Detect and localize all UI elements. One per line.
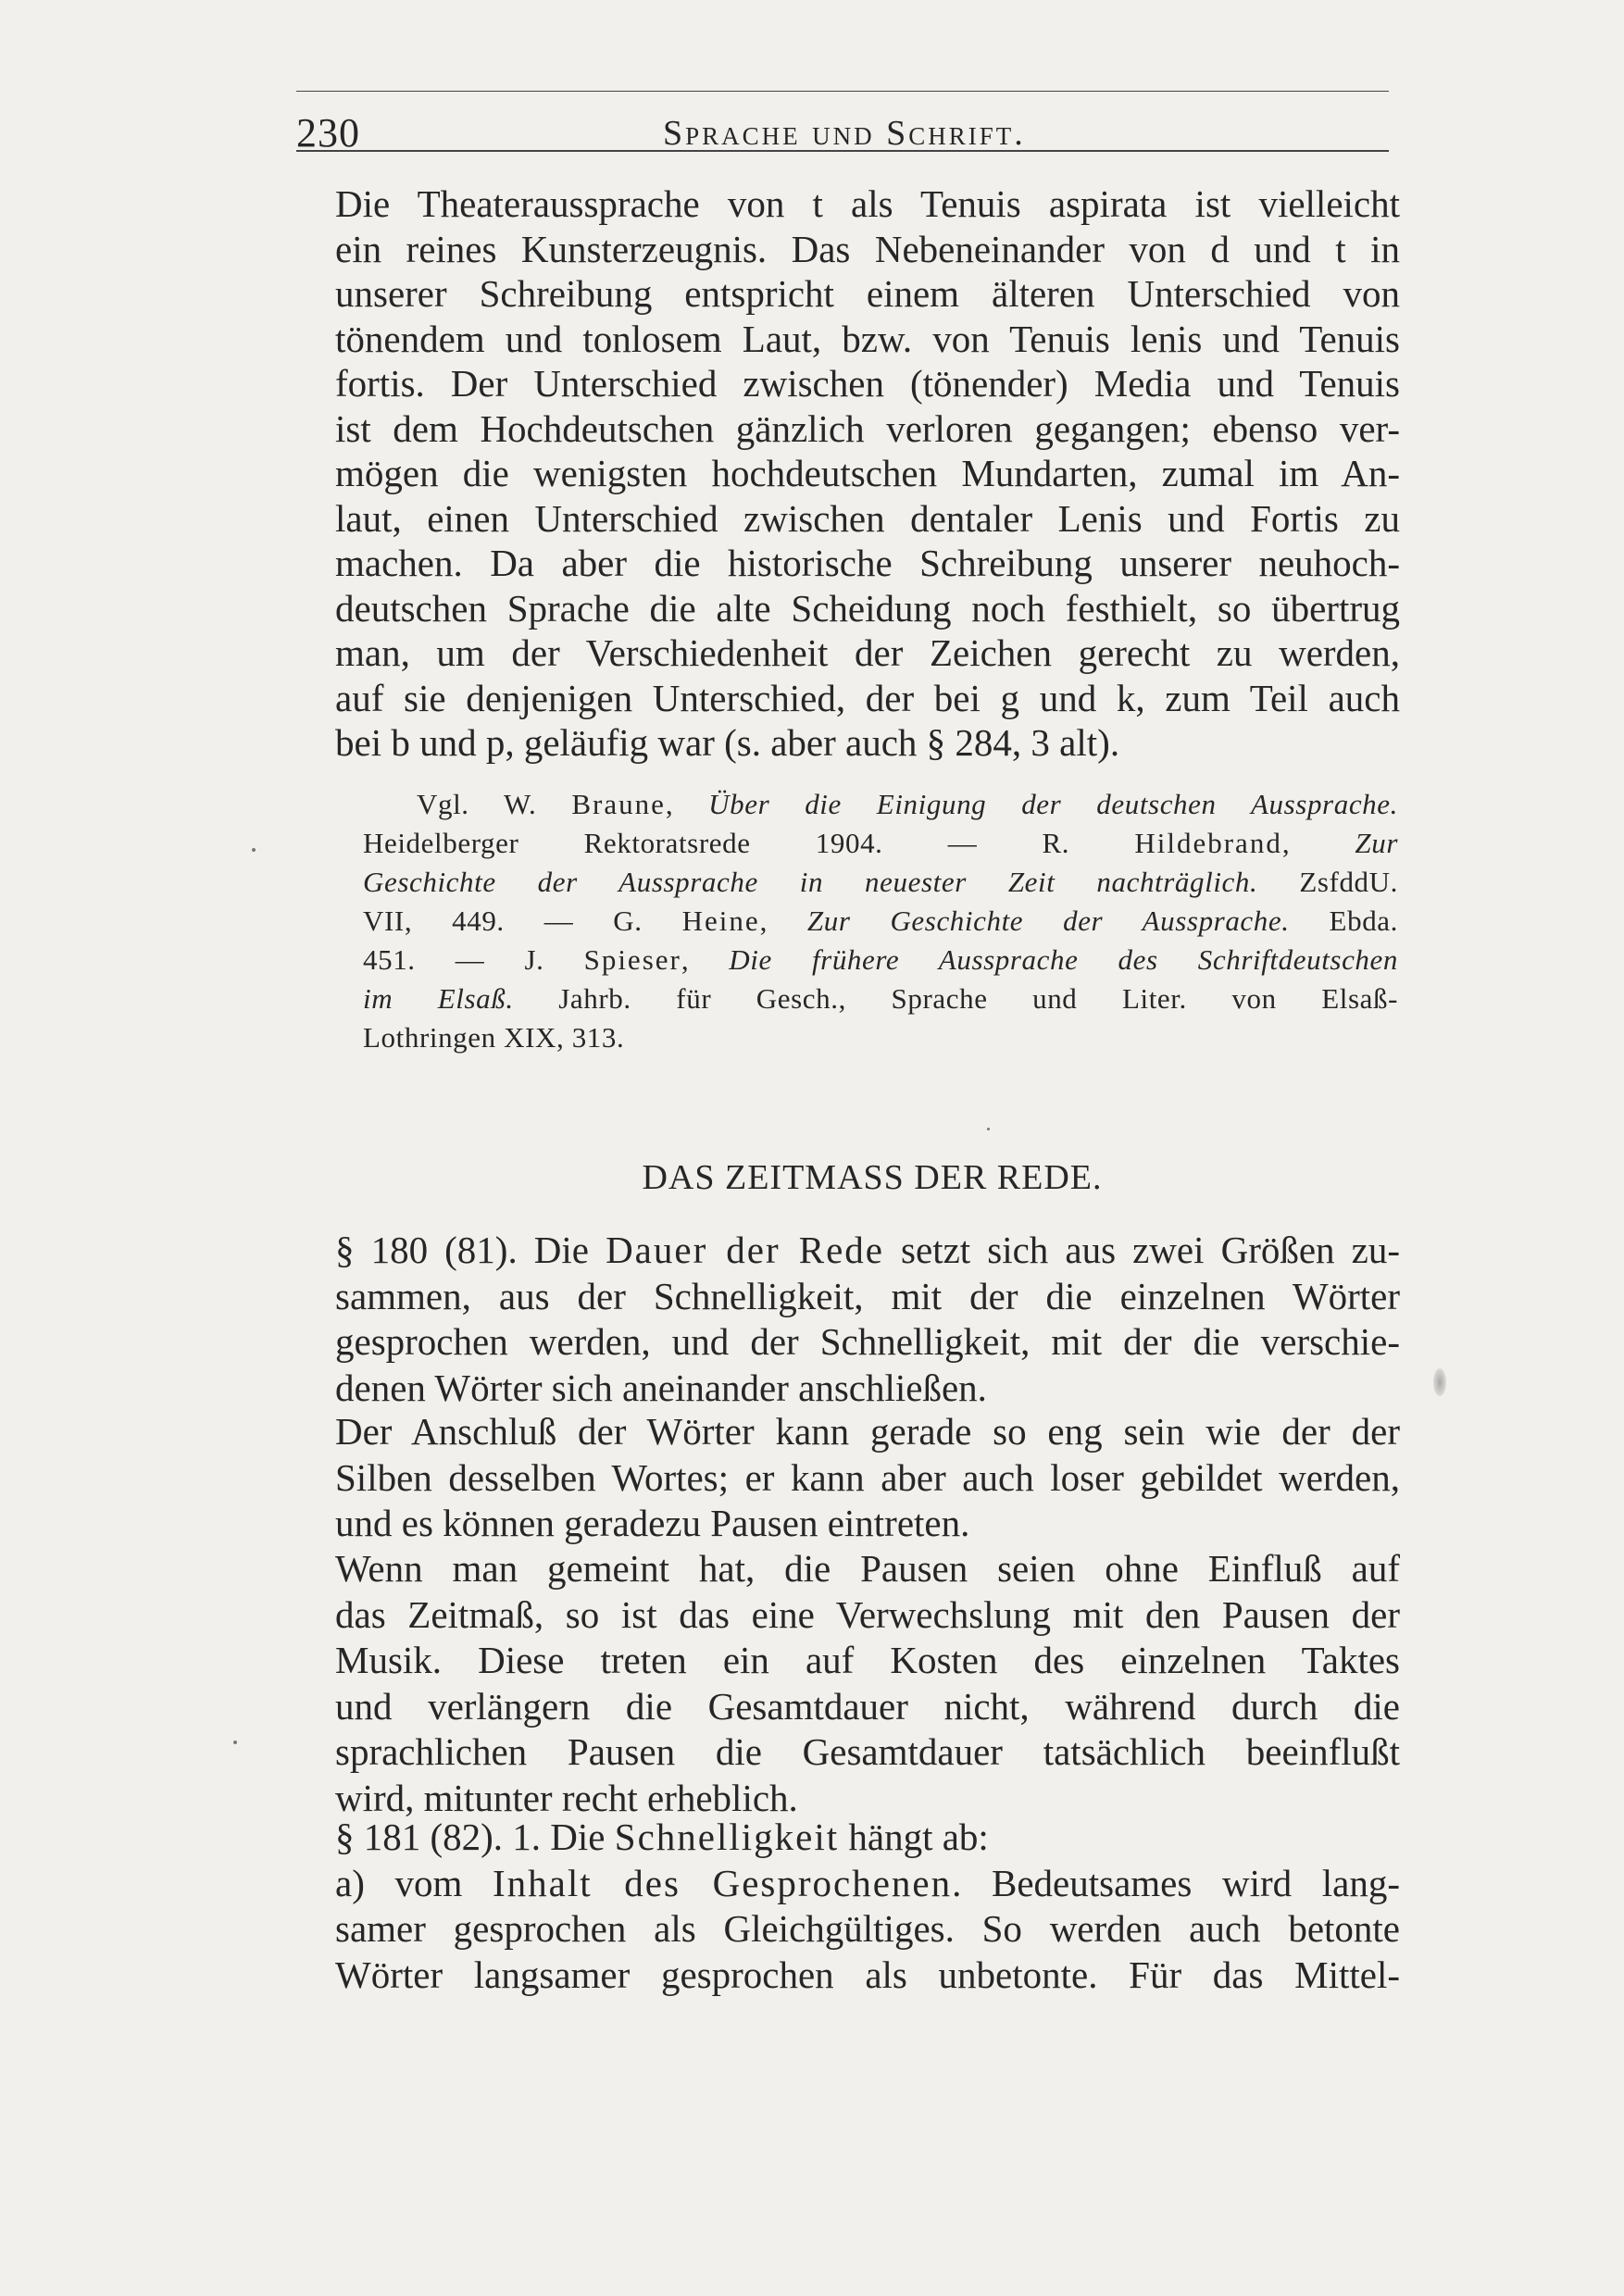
section-heading: DAS ZEITMASS DER REDE.: [642, 1158, 1103, 1197]
para-text: § 181 (82). 1. Die: [335, 1816, 615, 1858]
reference-line: [363, 980, 1398, 1018]
text-line: sprachlichen Pausen die Gesamtdauer tatsächlich beeinflußt: [335, 1730, 1400, 1773]
paragraph-180: [335, 1228, 1400, 1411]
text-line: [335, 1815, 1400, 1861]
para-text: a) vom: [335, 1861, 493, 1904]
ref-text: ZsfddU.: [1257, 866, 1398, 898]
dust-speck: [987, 1128, 990, 1130]
text-line: fortis. Der Unterschied zwischen (tönender) Media und Tenuis: [335, 362, 1400, 405]
text-line: [335, 1861, 1400, 1907]
reference-line: Lothringen XIX, 313.: [363, 1021, 625, 1054]
text-line: Die Theateraussprache von t als Tenuis aspirata ist vielleicht: [335, 182, 1400, 225]
para-text: . Bedeutsames wird lang-: [952, 1861, 1401, 1904]
text-line: sammen, aus der Schnelligkeit, mit der die einzelnen Wörter: [335, 1274, 1400, 1317]
ref-text: Ebda.: [1289, 905, 1399, 937]
author-name: Hildebrand: [1134, 827, 1282, 859]
text-line: man, um der Verschiedenheit der Zeichen gerecht zu werden,: [335, 631, 1400, 674]
author-name: Braune: [571, 788, 666, 820]
header-rule-top: [296, 91, 1389, 92]
text-line: ist dem Hochdeutschen gänzlich verloren gegangen; ebenso ver-: [335, 406, 1400, 450]
ref-title: Über die Einigung der deutschen Aussprache.: [708, 788, 1398, 820]
para-text: § 180 (81). Die: [335, 1229, 606, 1271]
reference-line: [363, 824, 1398, 863]
text-line: denen Wörter sich aneinander anschließen.: [335, 1366, 987, 1409]
text-line: Der Anschluß der Wörter kann gerade so eng sein wie der der: [335, 1410, 1400, 1453]
text-line: deutschen Sprache die alte Scheidung noch festhielt, so übertrug: [335, 586, 1400, 630]
ink-smudge: [1433, 1368, 1446, 1396]
para-text: hängt ab:: [839, 1816, 989, 1858]
spaced-term: Dauer der Rede: [606, 1229, 884, 1271]
bibliography-note: [363, 785, 1399, 1057]
ref-title: Die frühere Aussprache des Schriftdeutschen: [729, 943, 1398, 976]
header-rule-bottom: [296, 150, 1389, 152]
text-line: und es können geradezu Pausen eintreten.: [335, 1502, 970, 1544]
reference-line: [363, 941, 1398, 980]
text-line: [335, 1228, 1400, 1274]
author-name: Heine: [681, 905, 760, 937]
text-line: Musik. Diese treten ein auf Kosten des einzelnen Taktes: [335, 1639, 1400, 1681]
ref-text: 451. — J.: [363, 943, 584, 976]
spaced-term: Inhalt des Gesprochenen: [493, 1861, 953, 1904]
reference-line: [363, 863, 1398, 902]
text-line: laut, einen Unterschied zwischen dentaler Lenis und Fortis zu: [335, 496, 1400, 540]
ref-text: VII, 449. — G.: [363, 905, 682, 937]
paragraph-181: [335, 1815, 1400, 1998]
page-number: 230: [296, 110, 360, 156]
ref-text: ,: [759, 905, 807, 937]
text-line: wird, mitunter recht erheblich.: [335, 1776, 798, 1819]
text-line: gesprochen werden, und der Schnelligkeit, mit der die verschie-: [335, 1320, 1400, 1363]
ref-text: ,: [681, 943, 730, 976]
paragraph-pausen: [335, 1546, 1400, 1821]
ref-text: Jahrb. für Gesch., Sprache und Liter. von Elsaß-: [513, 982, 1399, 1015]
ref-title: Geschichte der Aussprache in neuester Zeit nachträglich.: [363, 866, 1258, 898]
main-paragraph: [335, 181, 1400, 766]
text-line: ein reines Kunsterzeugnis. Das Nebeneinander von d und t in: [335, 227, 1400, 270]
text-line: Wörter langsamer gesprochen als unbetonte. Für das Mittel-: [335, 1953, 1400, 1996]
text-line: mögen die wenigsten hochdeutschen Mundarten, zumal im An-: [335, 452, 1400, 494]
reference-line: [363, 902, 1398, 941]
text-line: machen. Da aber die historische Schreibung unserer neuhoch-: [335, 542, 1400, 584]
ref-text: Heidelberger Rektoratsrede 1904. — R.: [363, 827, 1135, 859]
ref-text: ,: [665, 788, 709, 820]
text-line: auf sie denjenigen Unterschied, der bei g und k, zum Teil auch: [335, 676, 1400, 719]
para-text: setzt sich aus zwei Größen zu-: [883, 1229, 1400, 1271]
reference-line: [417, 785, 1398, 824]
paragraph-anschluss: [335, 1409, 1400, 1547]
ref-title: Zur: [1355, 827, 1398, 859]
text-line: und verlängern die Gesamtdauer nicht, während durch die: [335, 1684, 1400, 1728]
text-line: tönendem und tonlosem Laut, bzw. von Tenuis lenis und Tenuis: [335, 317, 1400, 360]
ref-title: im Elsaß.: [363, 982, 514, 1015]
text-line: samer gesprochen als Gleichgültiges. So werden auch betonte: [335, 1907, 1400, 1950]
ref-text: Vgl. W.: [417, 788, 572, 820]
ref-title: Zur Geschichte der Aussprache.: [806, 905, 1290, 937]
ref-text: ,: [1281, 827, 1355, 859]
dust-speck: [252, 848, 256, 852]
running-title: Sprache und Schrift.: [663, 114, 1026, 153]
text-line: bei b und p, geläufig war (s. aber auch § 284, 3 alt).: [335, 721, 1120, 764]
author-name: Spieser: [583, 943, 681, 976]
text-line: unserer Schreibung entspricht einem älteren Unterschied von: [335, 272, 1400, 315]
text-line: das Zeitmaß, so ist das eine Verwechslung mit den Pausen der: [335, 1592, 1400, 1636]
spaced-term: Schnelligkeit: [614, 1816, 840, 1858]
text-line: Silben desselben Wortes; er kann aber auch loser gebildet werden,: [335, 1455, 1400, 1499]
text-line: Wenn man gemeint hat, die Pausen seien ohne Einfluß auf: [335, 1547, 1400, 1590]
dust-speck: [233, 1741, 237, 1744]
